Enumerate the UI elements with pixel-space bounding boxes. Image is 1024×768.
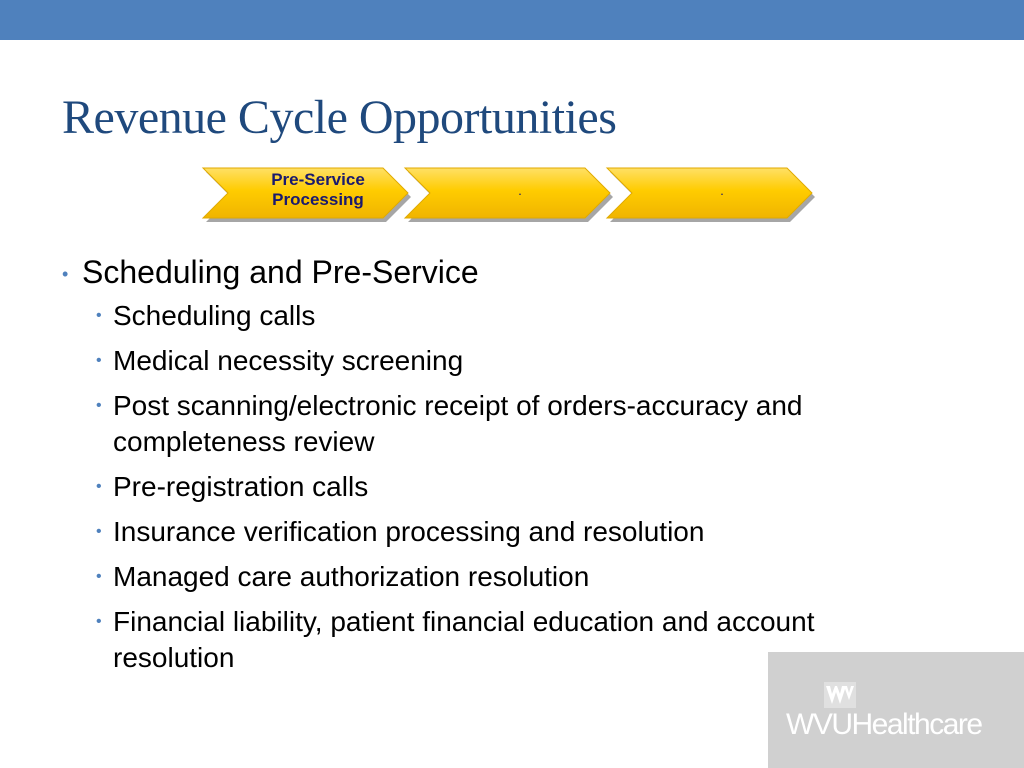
list-item [60, 559, 973, 595]
bullet-list [60, 252, 980, 685]
list-item-text: Insurance verification processing and resolution [113, 516, 705, 547]
wvu-healthcare-logo [768, 652, 1024, 768]
list-item-text: Pre-registration calls [113, 471, 369, 502]
list-item [60, 388, 973, 460]
list-item [60, 469, 973, 505]
list-item-text: Financial liability, patient financial education and account resolution [113, 606, 815, 673]
bullet-heading-text: Scheduling and Pre-Service [82, 254, 479, 290]
bullet-dot: • [96, 568, 102, 585]
list-item [60, 343, 973, 379]
bullet-dot: • [96, 307, 102, 324]
list-item-text: Scheduling calls [113, 300, 316, 331]
slide-title: Revenue Cycle Opportunities [62, 91, 617, 144]
bullet-heading [60, 252, 980, 292]
chevron-step-2-label: . [518, 187, 522, 197]
sub-bullets [60, 298, 980, 676]
list-item-text: Post scanning/electronic receipt of orders-accuracy and completeness review [113, 390, 803, 457]
list-item [60, 298, 973, 334]
list-item-text: Managed care authorization resolution [113, 561, 590, 592]
list-item-text: Medical necessity screening [113, 345, 464, 376]
bullet-dot: • [62, 264, 69, 284]
list-item [60, 514, 973, 550]
logo-text: WVUHealthcare [786, 708, 982, 741]
sub-bullet-list [60, 298, 980, 676]
chevron-step-3-label: . [720, 187, 724, 197]
header-band [0, 0, 1024, 40]
bullet-dot: • [96, 397, 102, 414]
bullet-dot: • [96, 352, 102, 369]
process-chevrons [198, 160, 848, 230]
bullet-dot: • [96, 523, 102, 540]
wv-flying-wv-icon [824, 682, 856, 708]
chevron-step-1-label: Pre-Service Processing [271, 170, 365, 209]
bullet-dot: • [96, 478, 102, 495]
bullet-dot: • [96, 613, 102, 630]
